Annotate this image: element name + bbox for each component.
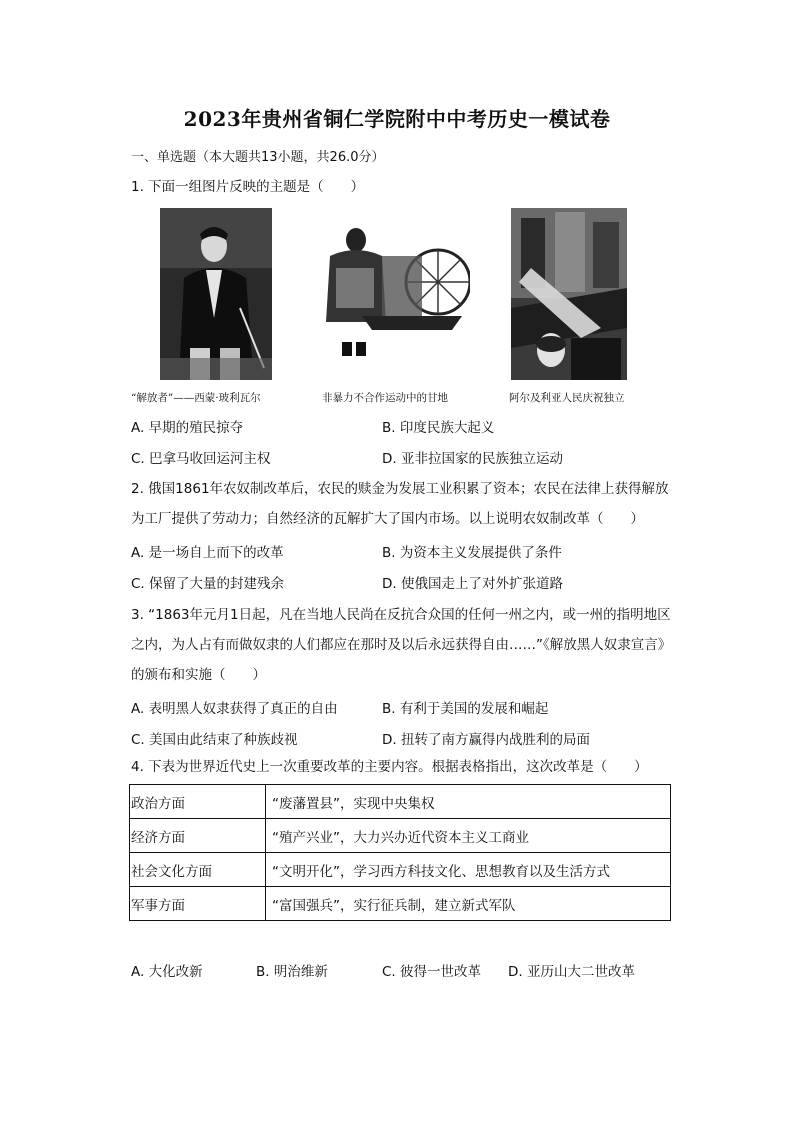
q1-option-d[interactable]: D. 亚非拉国家的民族独立运动 — [382, 451, 563, 467]
q4-option-d[interactable]: D. 亚历山大二世改革 — [508, 964, 635, 980]
table-cell-aspect: 经济方面 — [130, 819, 266, 853]
q1-option-c[interactable]: C. 巴拿马收回运河主权 — [131, 451, 271, 467]
q2-option-d[interactable]: D. 使俄国走上了对外扩张道路 — [382, 576, 563, 592]
caption-gandhi: 非暴力不合作运动中的甘地 — [322, 392, 448, 404]
table-row — [130, 887, 671, 921]
q2-option-c[interactable]: C. 保留了大量的封建残余 — [131, 576, 285, 592]
table-cell-content: “文明开化”，学习西方科技文化、思想教育以及生活方式 — [266, 853, 671, 887]
q1-option-b[interactable]: B. 印度民族大起义 — [382, 420, 495, 436]
question-3-stem: 3. “1863年元月1日起，凡在当地人民尚在反抗合众国的任何一州之内，或一州的指明地区之内，为人占有而做奴隶的人们都应在那时及以后永远获得自由……”《解放黑人奴隶宣言》的颁布和实施（ ） — [131, 607, 671, 683]
reform-table — [129, 784, 671, 921]
table-cell-content: “殖产兴业”，大力兴办近代资本主义工商业 — [266, 819, 671, 853]
table-cell-aspect: 社会文化方面 — [130, 853, 266, 887]
q1-option-a[interactable]: A. 早期的殖民掠夺 — [131, 420, 244, 436]
q3-option-c[interactable]: C. 美国由此结束了种族歧视 — [131, 732, 298, 748]
q4-option-a[interactable]: A. 大化改新 — [131, 964, 203, 980]
question-1-stem: 1. 下面一组图片反映的主题是（ ） — [131, 179, 365, 195]
caption-algeria: 阿尔及利亚人民庆祝独立 — [509, 392, 625, 404]
bolivar-photo — [160, 208, 272, 380]
question-4-stem: 4. 下表为世界近代史上一次重要改革的主要内容。根据表格指出，这次改革是（ ） — [131, 759, 648, 775]
table-row — [130, 785, 671, 819]
question-2-stem: 2. 俄国1861年农奴制改革后，农民的赎金为发展工业积累了资本；农民在法律上获得解放为工厂提供了劳动力；自然经济的瓦解扩大了国内市场。以上说明农奴制改革（ ） — [131, 481, 669, 527]
table-cell-content: “废藩置县”，实现中央集权 — [266, 785, 671, 819]
q3-option-a[interactable]: A. 表明黑人奴隶获得了真正的自由 — [131, 701, 338, 717]
q4-option-b[interactable]: B. 明治维新 — [256, 964, 328, 980]
q2-option-b[interactable]: B. 为资本主义发展提供了条件 — [382, 545, 562, 561]
gandhi-spinning-wheel-photo — [322, 212, 470, 370]
q3-option-b[interactable]: B. 有利于美国的发展和崛起 — [382, 701, 549, 717]
page-title: 2023年贵州省铜仁学院附中中考历史一模试卷 — [183, 107, 611, 131]
section-heading: 一、单选题（本大题共13小题，共26.0分） — [131, 150, 385, 165]
caption-bolivar: “解放者”——西蒙·玻利瓦尔 — [131, 392, 261, 404]
q2-option-a[interactable]: A. 是一场自上而下的改革 — [131, 545, 284, 561]
table-row — [130, 819, 671, 853]
table-row — [130, 853, 671, 887]
table-cell-content: “富国强兵”，实行征兵制，建立新式军队 — [266, 887, 671, 921]
algeria-independence-photo — [511, 208, 627, 380]
table-cell-aspect: 政治方面 — [130, 785, 266, 819]
q4-option-c[interactable]: C. 彼得一世改革 — [382, 964, 482, 980]
table-cell-aspect: 军事方面 — [130, 887, 266, 921]
q3-option-d[interactable]: D. 扭转了南方赢得内战胜利的局面 — [382, 732, 590, 748]
